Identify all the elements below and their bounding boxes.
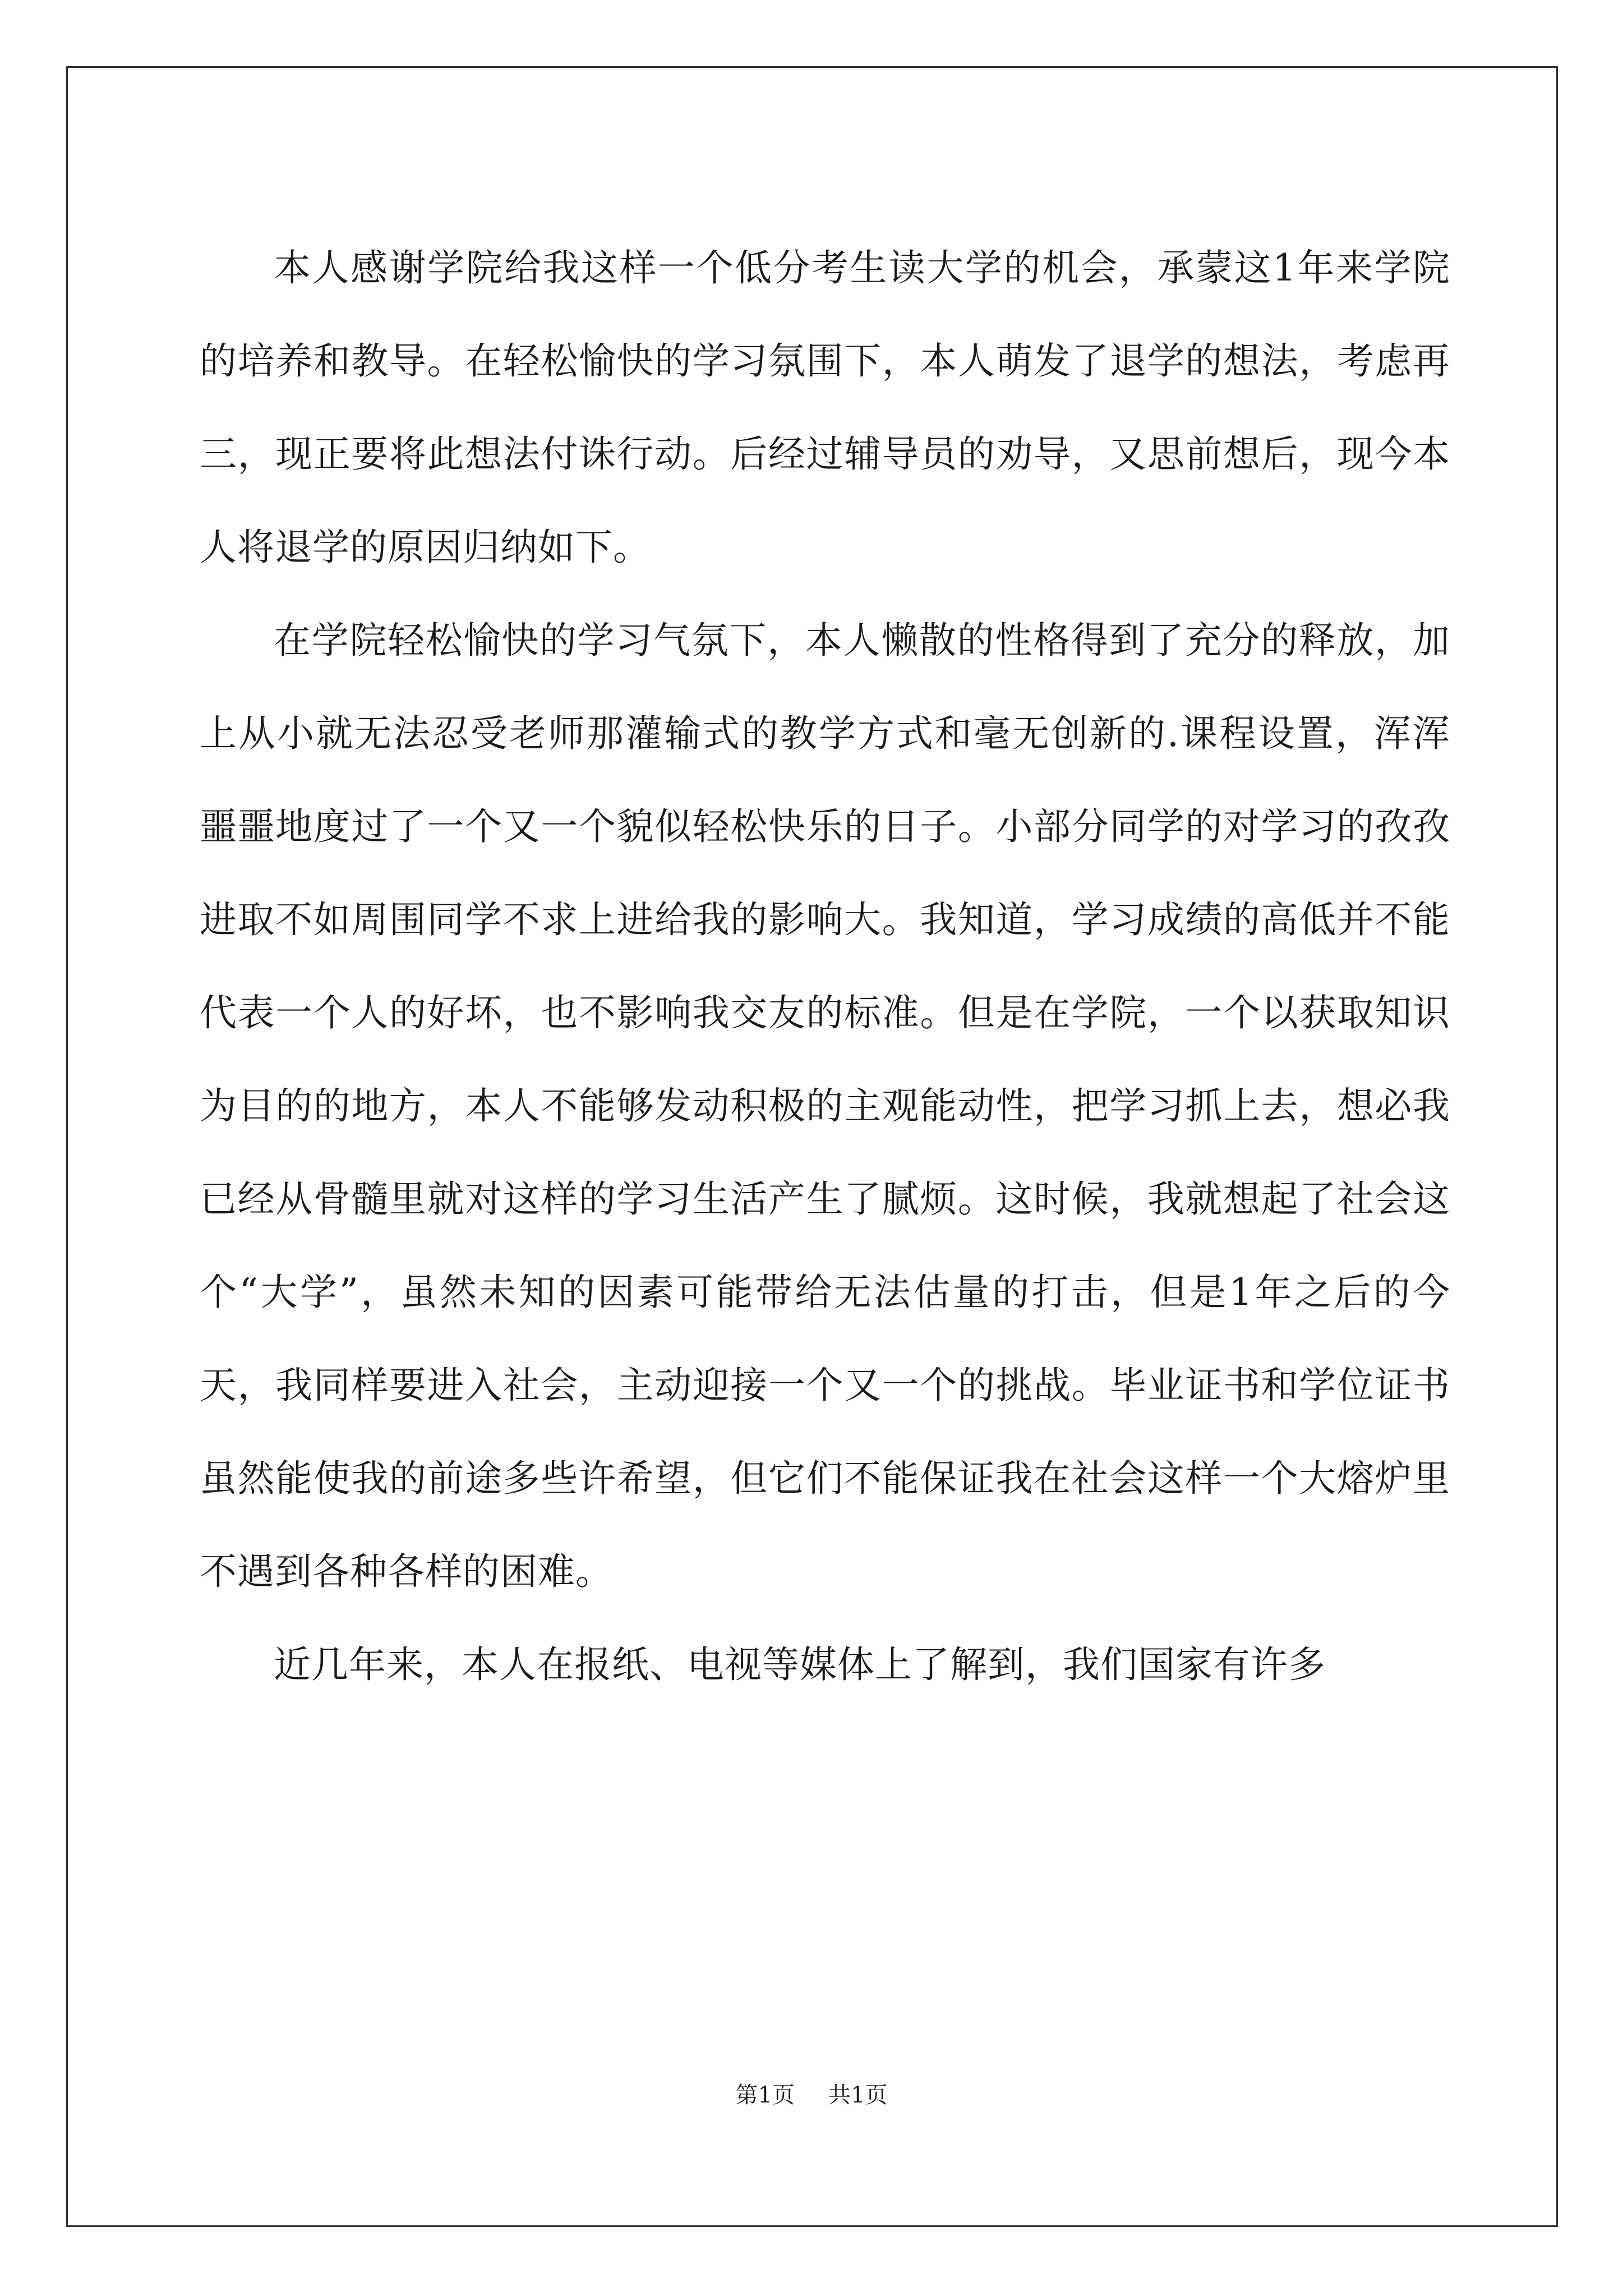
paragraph-2: 在学院轻松愉快的学习气氛下，本人懒散的性格得到了充分的释放，加上从小就无法忍受老师那灌输式的教学方式和毫无创新的.课程设置，浑浑噩噩地度过了一个又一个貌似轻松快乐的日子。小部分同学的对学习的孜孜进取不如周围同学不求上进给我的影响大。我知道，学习成绩的高低并不能代表一个人的好坏，也不影响我交友的标准。但是在学院，一个以获取知识为目的的地方，本人不能够发动积极的主观能动性，把学习抓上去，想必我已经从骨髓里就对这样的学习生活产生了腻烦。这时候，我就想起了社会这个“大学”，虽然未知的因素可能带给无法估量的打击，但是1年之后的今天，我同样要进入社会，主动迎接一个又一个的挑战。毕业证书和学位证书虽然能使我的前途多些许希望，但它们不能保证我在社会这样一个大熔炉里不遇到各种各样的困难。 xyxy=(200,619,1450,1593)
paragraph-1: 本人感谢学院给我这样一个低分考生读大学的机会，承蒙这1年来学院的培养和教导。在轻松愉快的学习氛围下，本人萌发了退学的想法，考虑再三，现正要将此想法付诛行动。后经过辅导员的劝导，又思前想后，现今本人将退学的原因归纳如下。 xyxy=(200,246,1450,569)
page-number-total: 共1页 xyxy=(828,2082,888,2108)
paragraph-3: 近几年来，本人在报纸、电视等媒体上了解到，我们国家有许多 xyxy=(274,1643,1326,1686)
document-body xyxy=(200,222,1450,1711)
page-footer xyxy=(0,2081,1623,2109)
page-number-current: 第1页 xyxy=(735,2082,795,2108)
